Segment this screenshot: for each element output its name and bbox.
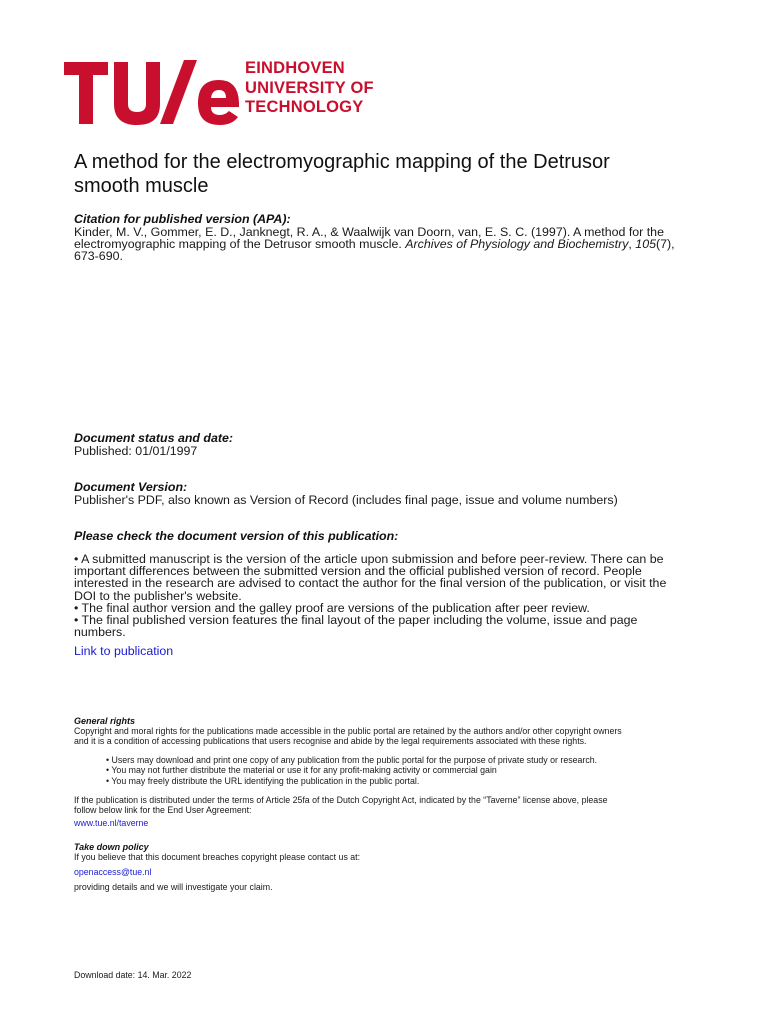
citation-volume: 105 [635,237,656,252]
logo-wordmark [245,59,374,118]
citation-text [74,226,714,263]
citation-label: Citation for published version (APA): [74,212,291,226]
rights-item: • You may not further distribute the material or use it for any profit-making activity or commercial gain [106,765,497,776]
citation-authors: Kinder, M. V., Gommer, E. D., Janknegt, R. A., & Waalwijk van Doorn, van, E. S. C. (1997). A method for the [74,225,664,239]
university-logo [64,60,394,126]
citation-journal: Archives of Physiology and Biochemistry [405,237,629,252]
title-line-2: smooth muscle [74,174,209,197]
takedown-text: If you believe that this document breaches copyright please contact us at: [74,852,361,862]
takedown-section [74,842,724,862]
rights-list [106,755,706,786]
logo-line-1: EINDHOVEN [245,59,345,77]
status-label: Document status and date: [74,431,234,445]
general-rights-label: General rights [74,716,136,726]
openaccess-email-link[interactable]: openaccess@tue.nl [74,867,152,877]
tue-logo-mark-icon [64,60,239,126]
citation-sep: , [628,237,636,252]
takedown-label: Take down policy [74,842,149,852]
general-rights-line-2: and it is a condition of accessing publications that users recognise and abide by the legal requirements associated with these rights. [74,736,587,747]
status-section [74,432,714,457]
logo-line-3: TECHNOLOGY [245,98,364,116]
version-value: Publisher's PDF, also known as Version of Record (includes final page, issue and volume numbers) [74,493,618,507]
article-line-1: If the publication is distributed under the terms of Article 25fa of the Dutch Copyright Act, indicated by the “Taverne” license above, please [74,795,608,805]
document-title [74,151,714,198]
version-bullets [74,553,694,638]
bullet-line: numbers. [74,625,126,640]
bullet-line: DOI to the publisher's website. [74,588,242,603]
citation-line2: electromyographic mapping of the Detrusor smooth muscle. [74,237,406,252]
taverne-link[interactable]: www.tue.nl/taverne [74,818,149,828]
logo-line-2: UNIVERSITY OF [245,78,374,97]
citation-issue: (7), [655,237,675,252]
download-date: Download date: 14. Mar. 2022 [74,970,192,980]
takedown-claim: providing details and we will investigate your claim. [74,882,273,892]
general-rights-section [74,716,724,747]
general-rights-line-1: Copyright and moral rights for the publications made accessible in the public portal are retained by the authors and/or other copyright owners [74,726,622,736]
bullet-line: interested in the research are advised to contact the author for the final version of the publication, or visit the [74,576,667,591]
link-to-publication[interactable]: Link to publication [74,644,174,658]
bullet-line: important differences between the submitted version and the official published version of record. People [74,564,642,579]
article-line-2: follow below link for the End User Agreement: [74,805,252,816]
article-25fa-section [74,795,724,816]
bullet-line: • The final author version and the galley proof are versions of the publication after peer review. [74,600,590,615]
version-section [74,481,714,506]
bullet-line: • A submitted manuscript is the version of the article upon submission and before peer-review. There can be [74,552,664,566]
citation-pages: 673-690. [74,249,123,264]
check-version-label: Please check the document version of this publication: [74,529,399,543]
title-line-1: A method for the electromyographic mapping of the Detrusor [74,151,610,173]
version-label: Document Version: [74,480,188,494]
rights-item: • You may freely distribute the URL identifying the publication in the public portal. [106,775,420,786]
status-value: Published: 01/01/1997 [74,444,198,458]
citation-section [74,213,714,263]
rights-item: • Users may download and print one copy of any publication from the public portal for the purpose of private study or research. [106,755,598,765]
bullet-line: • The final published version features the final layout of the paper including the volume, issue and page [74,613,638,628]
